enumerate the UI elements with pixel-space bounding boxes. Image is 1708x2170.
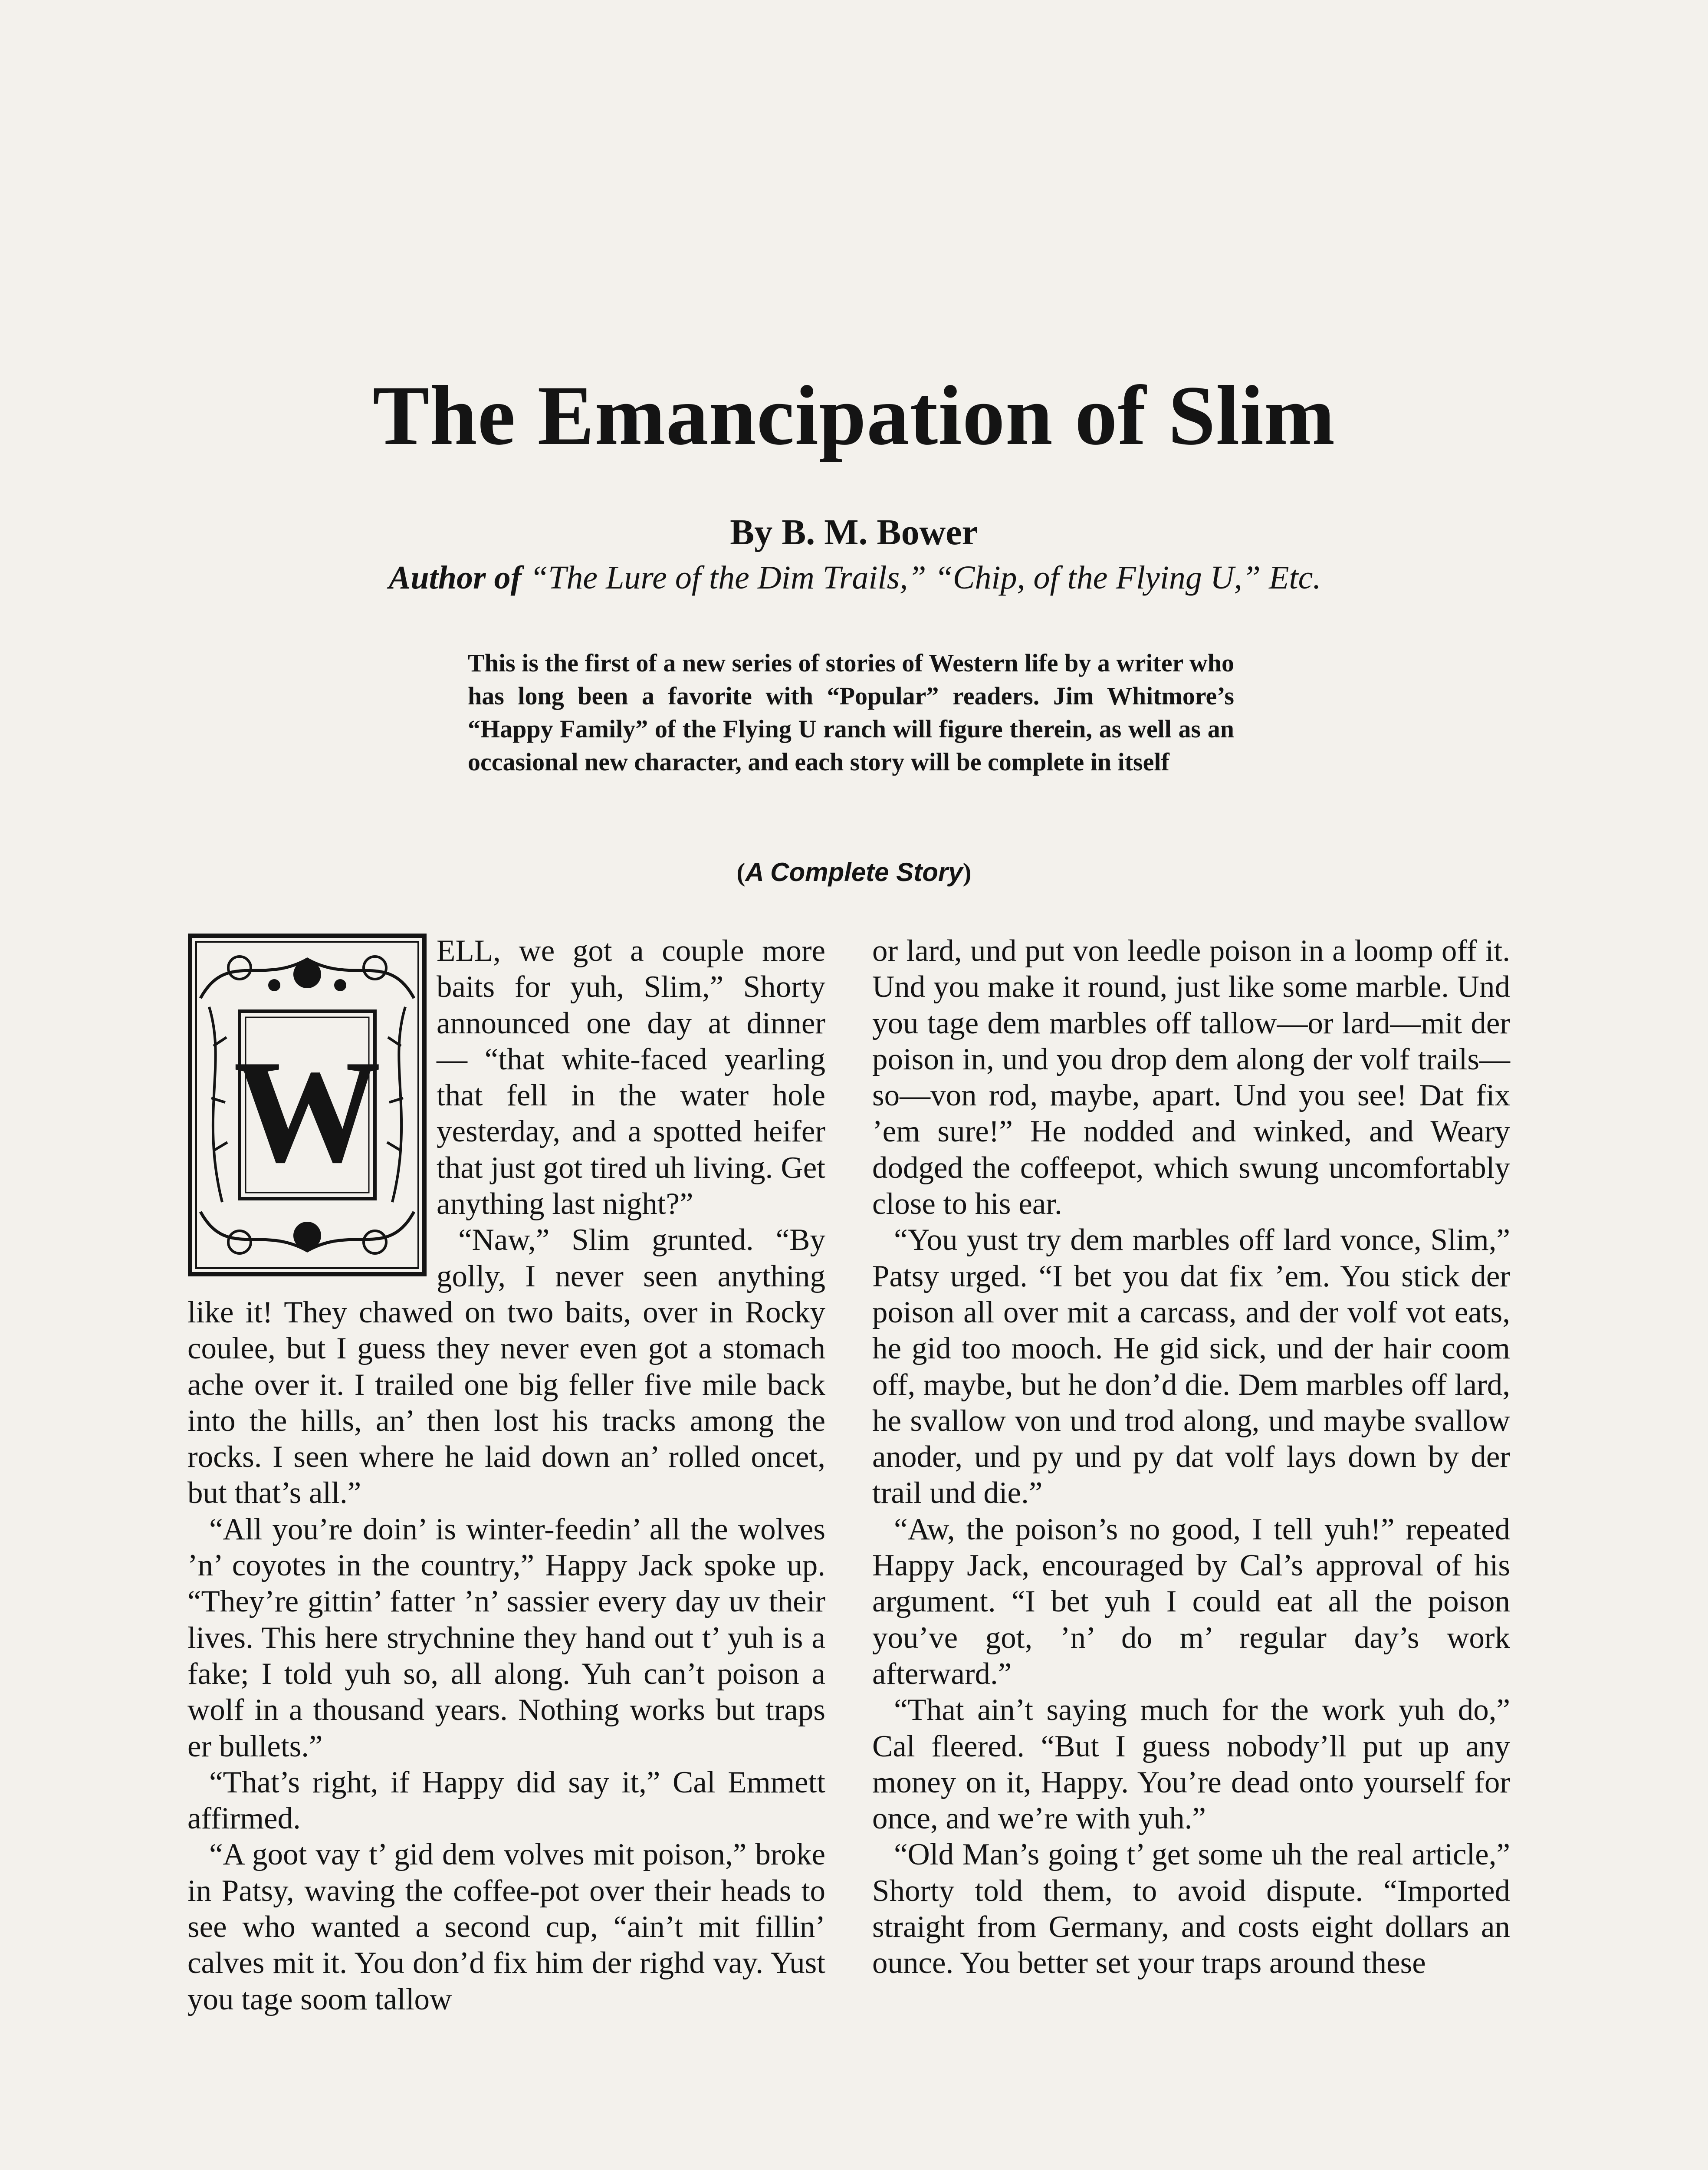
- drop-cap-letter: W: [233, 1029, 381, 1193]
- right-paragraph-1: or lard, und put von leedle poison in a loomp off it. Und you make it round, just like some marble. Und you tage dem marbles off tallow—or lard—mit der poison in, und you drop dem along der volf trails—so—von rod, maybe, apart. Und you see! Dat fix ’em sure!” He nodded and winked, and Weary dodged the coffeepot, which swung uncomfortably close to his ear.: [872, 934, 1510, 1221]
- right-paragraph-5: “Old Man’s going t’ get some uh the real article,” Shorty told them, to avoid dispute. “Imported straight from Germany, and costs eight dollars an ounce. You better set your traps around these: [872, 1838, 1510, 1980]
- left-paragraph-1: ELL, we got a couple more baits for yuh, Slim,” Shorty announced one day at dinner — “that white-faced yearling that fell in the water hole yesterday, and a spotted heifer that just got tired uh living. Get anything last night?”: [437, 934, 825, 1221]
- drop-cap-ornament-icon: [187, 933, 427, 1277]
- right-paragraph-4: “That ain’t saying much for the work yuh do,” Cal fleered. “But I guess nobody’ll put up any money on it, Happy. You’re dead onto yourself for once, and we’re with yuh.”: [872, 1693, 1510, 1836]
- subhead-open: (: [736, 858, 746, 887]
- left-paragraph-2: “Naw,” Slim grunted. “By golly, I never seen anything like it! They chawed on two baits, over in Rocky coulee, but I guess they never even got a stomach ache over it. I trailed one big feller five mile back into the hills, an’ then lost his tracks among the rocks. I seen where he laid down an’ rolled oncet, but that’s all.”: [187, 1223, 825, 1510]
- subhead-label: A Complete Story: [745, 858, 963, 887]
- left-paragraph-4: “That’s right, if Happy did say it,” Cal Emmett affirmed.: [187, 1765, 825, 1836]
- left-paragraph-5: “A goot vay t’ gid dem volves mit poison,” broke in Patsy, waving the coffee-pot over their heads to see who wanted a second cup, “ain’t mit fillin’ calves mit it. You don’d fix him der righd vay. Yust you tage soom tallow: [187, 1838, 825, 2016]
- right-column: [872, 933, 1510, 1982]
- byline: By B. M. Bower: [730, 512, 978, 552]
- author-credits-lead: Author of: [388, 559, 522, 596]
- subhead-close: ): [962, 858, 972, 887]
- left-column: [187, 933, 825, 2018]
- story-subhead: [0, 859, 1708, 885]
- author-credits: [226, 561, 1484, 594]
- right-paragraph-2: “You yust try dem marbles off lard vonce, Slim,” Patsy urged. “I bet you dat fix ’em. You stick der poison all over mit a carcass, and der volf vot eats, he gid too mooch. He gid sick, und der hair coom off, maybe, but he don’d die. Dem marbles off lard, he svallow von und trod along, und maybe svallow anoder, und py und py dat volf lays down by der trail und die.”: [872, 1223, 1510, 1510]
- story-title: The Emancipation of Slim: [372, 368, 1336, 463]
- series-blurb: This is the first of a new series of stories of Western life by a writer who has long been a favorite with “Popular” readers. Jim Whitmore’s “Happy Family” of the Flying U ranch will figure therein, as well as an occasional new character, and each story will be complete in itself: [468, 649, 1234, 776]
- right-paragraph-3: “Aw, the poison’s no good, I tell yuh!” repeated Happy Jack, encouraged by Cal’s approval of his argument. “I bet yuh I could eat all the poison you’ve got, ’n’ do m’ regular day’s work afterward.”: [872, 1512, 1510, 1691]
- ornamental-drop-cap: [187, 933, 427, 1277]
- author-credits-works: “The Lure of the Dim Trails,” “Chip, of the Flying U,” Etc.: [529, 559, 1321, 596]
- left-paragraph-3: “All you’re doin’ is winter-feedin’ all the wolves ’n’ coyotes in the country,” Happy Jack spoke up. “They’re gittin’ fatter ’n’ sassier every day uv their lives. This here strychnine they hand out t’ yuh is a fake; I told yuh so, all along. Yuh can’t poison a wolf in a thousand years. Nothing works but traps er bullets.”: [187, 1512, 825, 1763]
